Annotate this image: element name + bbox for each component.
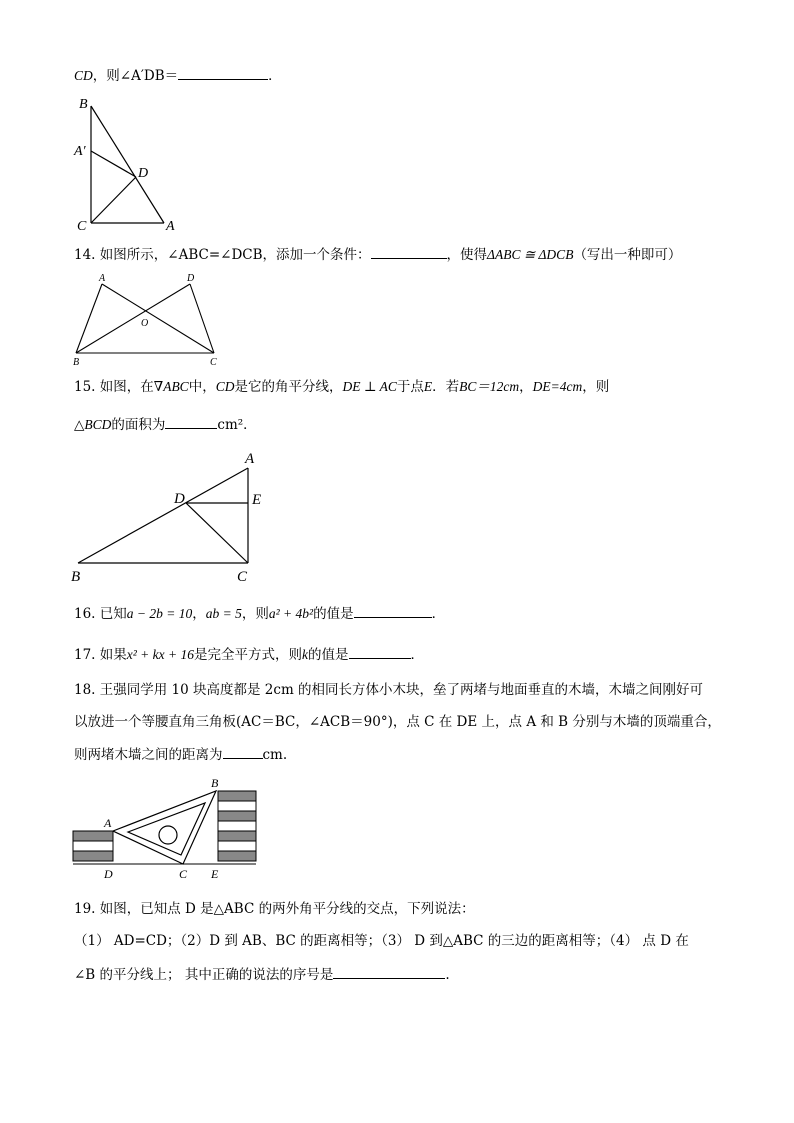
q16-eq2: ab = 5 (205, 606, 242, 621)
q14-label-b: B (73, 357, 80, 368)
q14-label-c: C (210, 357, 217, 368)
q16-text-3: ，则 (241, 606, 269, 622)
q18-line-1: 18. 王强同学用 10 块高度都是 2cm 的相同长方体小木块，垒了两堵与地面垂直的木墙，木墙之间刚好可 (74, 682, 704, 698)
q15-text-area: 的面积为 (111, 417, 166, 433)
q19-text-b: . (445, 967, 450, 983)
q14-text-3: （写出一种即可） (573, 247, 682, 263)
q17-text-1: 17. 如果 (74, 647, 127, 663)
q16-text-2: ， (192, 606, 206, 622)
q18-figure (68, 775, 268, 885)
q17-answer-blank[interactable] (349, 645, 411, 659)
q16-text-1: 16. 已知 (74, 606, 127, 622)
q15-end: ． (243, 417, 257, 433)
q13-answer-blank[interactable] (178, 66, 268, 80)
q16-text-4: 的值是 (313, 606, 354, 622)
q17-var: k (302, 647, 309, 662)
q15-text-c: 是它的角平分线， (234, 379, 343, 395)
q18-line-3 (74, 745, 287, 764)
q13-cd: CD (74, 68, 93, 83)
q15-triangle: ∇ABC (153, 379, 189, 394)
q14-answer-blank[interactable] (371, 245, 447, 259)
q13-label-d: D (138, 166, 149, 181)
q15-label-e: E (252, 492, 262, 508)
q18-line-2: 以放进一个等腰直角三角板(AC＝BC，∠ACB＝90°)，点 C 在 DE 上，点 A 和 B 分别与木墙的顶端重合， (74, 714, 721, 730)
q17-text-3: 的值是 (308, 647, 349, 663)
q19-line-1: 19. 如图，已知点 D 是△ABC 的两外角平分线的交点，下列说法： (74, 901, 475, 917)
q18-label-a: A (104, 816, 112, 830)
q15-de-perp: DE ⊥ AC (342, 379, 397, 394)
q15-answer-blank[interactable] (165, 415, 217, 429)
q14-congruence: ΔABC ≅ ΔDCB (487, 247, 574, 262)
q15-label-a: A (245, 451, 255, 467)
q18-label-d: D (104, 867, 113, 881)
q18-text-a: 则两堵木墙之间的距离为 (74, 747, 223, 763)
q19-line-2: （1） AD=CD；（2）D 到 AB、BC 的距离相等；（3） D 到△ABC 的三边的距离相等；（4） 点 D 在 (74, 933, 689, 949)
q16-expr: a² + 4b² (268, 606, 314, 621)
q14-text-2: ，使得 (446, 247, 488, 263)
q14-text-1: 14. 如图所示，∠ABC=∠DCB，添加一个条件： (74, 247, 371, 263)
q15-text-a: 15. 如图，在 (74, 379, 154, 395)
q13-label-a: A (166, 219, 175, 234)
q18-answer-blank[interactable] (223, 745, 263, 759)
q13-label-c: C (77, 219, 87, 234)
q15-de4: DE=4cm (532, 379, 583, 394)
q15-bcd: △BCD (74, 417, 112, 432)
q19-answer-blank[interactable] (333, 965, 445, 979)
q13-label-a1: A′ (74, 144, 86, 159)
q19-text-a: ∠B 的平分线上； 其中正确的说法的序号是 (74, 967, 334, 983)
q18-text-b: cm. (262, 747, 288, 763)
q18-label-e: E (211, 867, 219, 881)
q15-figure (66, 448, 276, 588)
q17-text-2: 是完全平方式，则 (194, 647, 303, 663)
q15-text-f: ．若 (432, 379, 460, 395)
q15-text-b: 中， (188, 379, 216, 395)
q16-line (74, 604, 445, 623)
q17-text-4: ． (410, 647, 425, 663)
q15-cd: CD (215, 379, 235, 394)
q15-unit: cm² (217, 417, 244, 433)
q17-line (74, 645, 424, 664)
q18-label-c: C (179, 867, 188, 881)
q13-label-b: B (79, 97, 88, 112)
q15-text-h: ，则 (582, 379, 610, 395)
q14-line (74, 245, 681, 264)
q14-figure (70, 270, 230, 370)
q13-figure (74, 96, 184, 236)
q15-text-d: 于点 (396, 379, 424, 395)
q13-tail-mid: ，则∠A′DB＝ (92, 68, 179, 84)
q15-bc: BC＝12cm (459, 379, 520, 394)
q15-label-c: C (237, 569, 248, 585)
q13-tail-line (74, 66, 282, 85)
q15-e: E (423, 379, 433, 394)
q15-text-g: ， (519, 379, 533, 395)
q15-label-b: B (71, 569, 81, 585)
q17-expr: x² + kx + 16 (126, 647, 195, 662)
q14-label-a: A (99, 273, 106, 284)
q18-label-b: B (211, 776, 219, 790)
q16-eq1: a − 2b = 10 (126, 606, 193, 621)
q16-text-5: ． (431, 606, 446, 622)
q15-line-2 (74, 415, 257, 434)
q14-label-o: O (141, 318, 149, 329)
q13-tail-end: ． (268, 68, 282, 84)
q16-answer-blank[interactable] (354, 604, 432, 618)
q15-line-1 (74, 378, 609, 396)
q15-label-d: D (174, 491, 185, 507)
q14-label-d: D (187, 273, 195, 284)
q19-line-3 (74, 965, 450, 984)
